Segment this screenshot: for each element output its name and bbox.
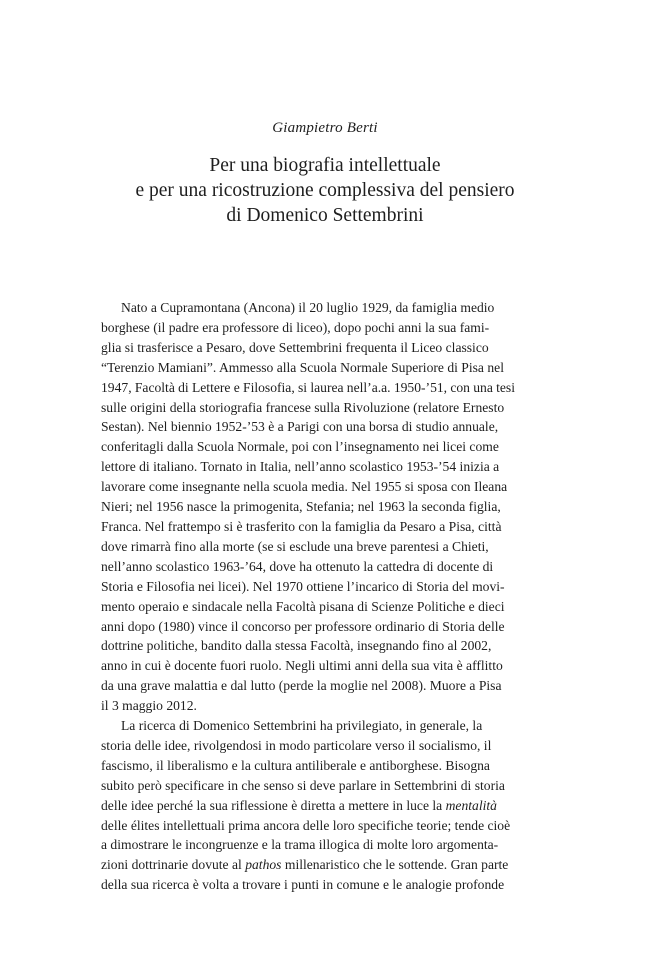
italic-term: mentalità (445, 797, 497, 813)
text-line: a dimostrare le incongruenze e la trama illogica di molte loro argomenta- (101, 837, 499, 853)
text-line: anni dopo (1980) vince il concorso per professore ordinario di Storia delle (101, 618, 505, 634)
text-line: Nieri; nel 1956 nasce la primogenita, Stefania; nel 1963 la seconda figlia, (101, 499, 501, 515)
text-line: lettore di italiano. Tornato in Italia, nell’anno scolastico 1953-’54 inizia a (101, 459, 500, 475)
chapter-title (0, 153, 650, 228)
paragraph-1 (101, 298, 515, 716)
chapter-title-line: Per una biografia intellettuale (209, 155, 441, 176)
text-line: anno in cui è docente fuori ruolo. Negli ultimi anni della sua vita è afflitto (101, 658, 503, 674)
text-line: Nato a Cupramontana (Ancona) il 20 luglio 1929, da famiglia medio (121, 300, 495, 315)
text-line: dove rimarrà fino alla morte (se si esclude una breve parentesi a Chieti, (101, 538, 489, 554)
text-line: dottrine politiche, bandito dalla stessa Facoltà, insegnando fino al 2002, (101, 638, 492, 654)
text-line: lavorare come insegnante nella scuola media. Nel 1955 si sposa con Ileana (101, 479, 508, 495)
text-line: il 3 maggio 2012. (101, 698, 197, 714)
text-line: glia si trasferisce a Pesaro, dove Settembrini frequenta il Liceo classico (101, 339, 489, 355)
text-line: borghese (il padre era professore di liceo), dopo pochi anni la sua fami- (101, 319, 490, 335)
text-line: Franca. Nel frattempo si è trasferito con la famiglia da Pesaro a Pisa, città (101, 518, 502, 534)
text-line: sulle origini della storiografia francese sulla Rivoluzione (relatore Ernesto (101, 399, 505, 415)
italic-term: pathos (245, 857, 282, 873)
text-line: delle idee perché la sua riflessione è diretta a mettere in luce la mentalità (101, 797, 497, 813)
text-line: conferitagli dalla Scuola Normale, poi con l’insegnamento nei licei come (101, 439, 499, 455)
text-line: storia delle idee, rivolgendosi in modo particolare verso il socialismo, il (101, 737, 492, 753)
text-line: della sua ricerca è volta a trovare i punti in comune e le analogie profonde (101, 877, 505, 893)
body-text (101, 298, 515, 895)
chapter-title-line: di Domenico Settembrini (226, 205, 424, 226)
text-line: zioni dottrinarie dovute al pathos millenaristico che le sottende. Gran parte (101, 857, 509, 873)
text-line: Storia e Filosofia nei licei). Nel 1970 ottiene l’incarico di Storia del movi- (101, 578, 505, 594)
text-line: mento operaio e sindacale nella Facoltà pisana di Scienze Politiche e dieci (101, 598, 505, 614)
text-line: fascismo, il liberalismo e la cultura antiliberale e antiborghese. Bisogna (101, 757, 490, 773)
text-line: subito però specificare in che senso si deve parlare in Settembrini di storia (101, 777, 505, 793)
text-line: delle élites intellettuali prima ancora delle loro specifiche teorie; tende cioè (101, 817, 511, 833)
text-line: nell’anno scolastico 1963-’64, dove ha ottenuto la cattedra di docente di (101, 558, 494, 574)
text-line: da una grave malattia e dal lutto (perde la moglie nel 2008). Muore a Pisa (101, 678, 502, 694)
author-name: Giampietro Berti (272, 120, 378, 136)
text-line: Sestan). Nel biennio 1952-’53 è a Parigi con una borsa di studio annuale, (101, 419, 499, 435)
paragraph-2 (101, 716, 515, 895)
text-line: “Terenzio Mamiani”. Ammesso alla Scuola Normale Superiore di Pisa nel (101, 359, 504, 375)
text-line: 1947, Facoltà di Lettere e Filosofia, si laurea nell’a.a. 1950-’51, con una tesi (101, 379, 515, 395)
chapter-title-line: e per una ricostruzione complessiva del pensiero (135, 180, 515, 201)
text-line: La ricerca di Domenico Settembrini ha privilegiato, in generale, la (121, 718, 483, 734)
